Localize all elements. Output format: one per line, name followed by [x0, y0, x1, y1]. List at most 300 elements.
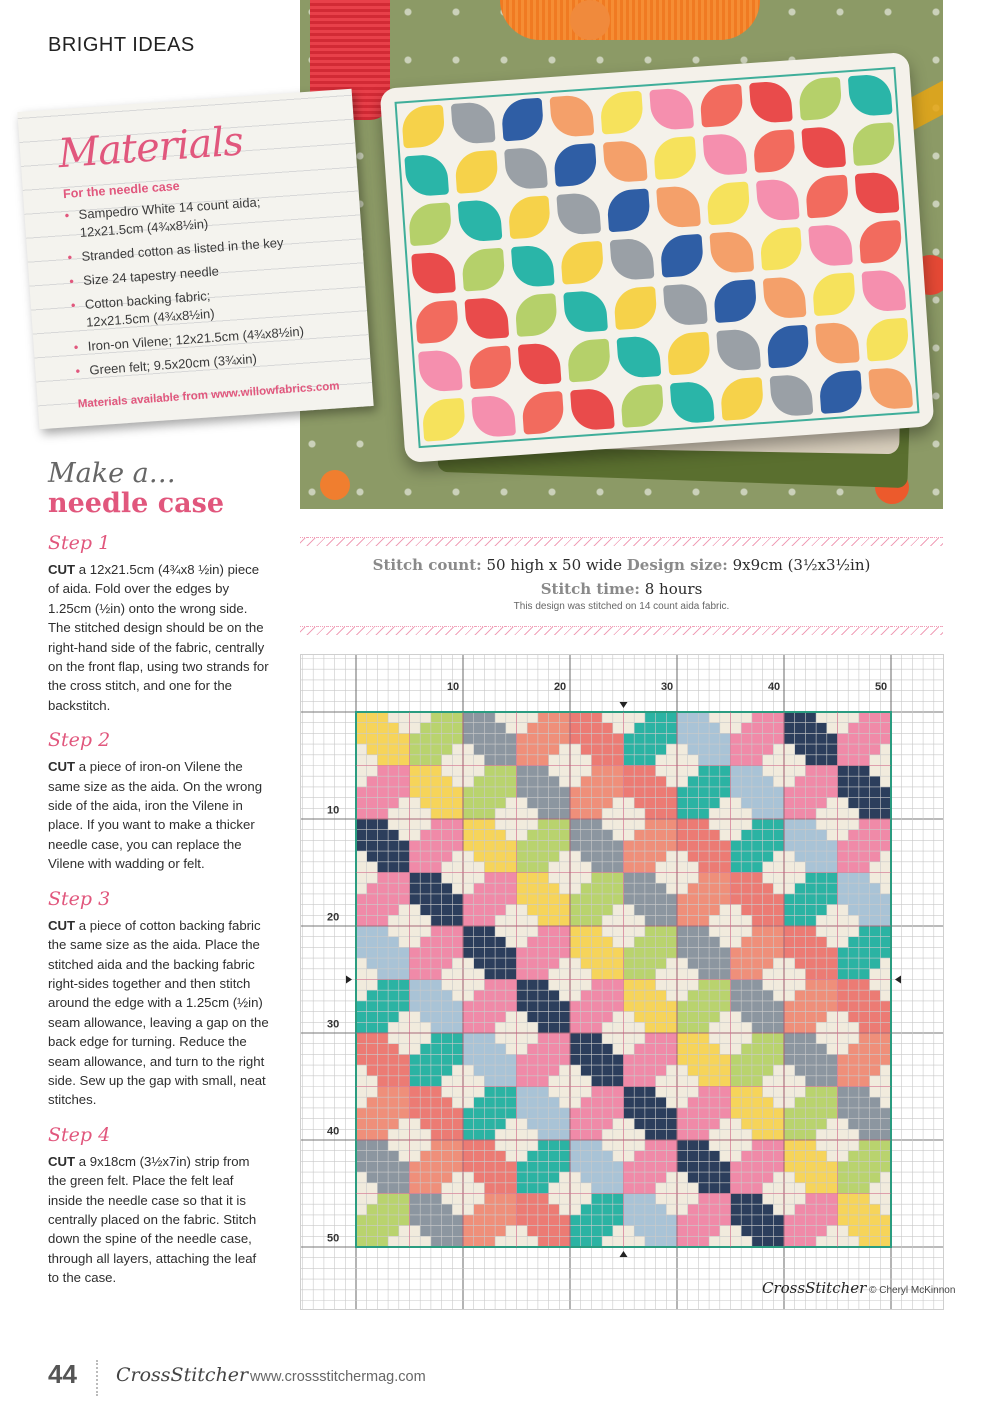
stitch-cell — [634, 969, 645, 980]
stitch-cell — [624, 851, 635, 862]
stitch-cell — [741, 1183, 752, 1194]
stitch-cell — [763, 1119, 774, 1130]
stitch-cell — [538, 755, 549, 766]
stitch-cell — [645, 798, 656, 809]
stitch-cell — [613, 830, 624, 841]
stitch-cell — [452, 990, 463, 1001]
stitch-cell — [688, 1054, 699, 1065]
stitch-cell — [463, 1065, 474, 1076]
stitch-cell — [816, 819, 827, 830]
step-body: a piece of cotton backing fabric the same size as the aida. Place the stitched aida and the backing fabric right-sides together and then stitch around the edge with a 1.25cm (½in) seam allowance, leaving a gap on the back edge for turning. Reduce the seam allowance, and turn to the right side. Sew up the gap with small, neat stitches. — [48, 917, 269, 1108]
stitch-cell — [356, 1087, 367, 1098]
stitch-cell — [538, 862, 549, 873]
stitch-cell — [591, 733, 602, 744]
stitch-cell — [720, 1129, 731, 1140]
stitch-cell — [763, 808, 774, 819]
stitch-cell — [805, 905, 816, 916]
stitch-cell — [367, 787, 378, 798]
stitched-leaf — [766, 325, 811, 369]
stitch-cell — [452, 1215, 463, 1226]
stitch-cell — [838, 937, 849, 948]
stitch-cell — [517, 1044, 528, 1055]
stitch-cell — [709, 958, 720, 969]
stitch-cell — [367, 926, 378, 937]
stitch-cell — [388, 723, 399, 734]
stitch-cell — [474, 1215, 485, 1226]
stitch-cell — [484, 990, 495, 1001]
stitch-cell — [549, 1151, 560, 1162]
stitch-cell — [880, 873, 891, 884]
stitch-cell — [752, 883, 763, 894]
stitch-cell — [698, 883, 709, 894]
stitch-cell — [645, 1172, 656, 1183]
stitch-cell — [816, 947, 827, 958]
stitch-cell — [624, 1161, 635, 1172]
stitch-cell — [645, 851, 656, 862]
stitch-cell — [484, 1204, 495, 1215]
stitch-cell — [549, 1161, 560, 1172]
stitch-cell — [795, 808, 806, 819]
stitch-cell — [581, 937, 592, 948]
stitch-cell — [356, 744, 367, 755]
stitch-cell — [431, 1140, 442, 1151]
stitch-cell — [431, 733, 442, 744]
stitch-cell — [484, 808, 495, 819]
stitch-cell — [602, 1226, 613, 1237]
stitch-cell — [816, 1215, 827, 1226]
stitch-cell — [634, 1204, 645, 1215]
stitch-cell — [656, 947, 667, 958]
stitch-cell — [388, 1097, 399, 1108]
stitch-cell — [634, 947, 645, 958]
stitch-cell — [463, 1215, 474, 1226]
stitch-cell — [581, 1140, 592, 1151]
stitch-cell — [838, 1054, 849, 1065]
stitch-cell — [559, 1183, 570, 1194]
stitch-cell — [442, 819, 453, 830]
stitch-cell — [538, 1076, 549, 1087]
stitch-cell — [527, 798, 538, 809]
stitch-cell — [517, 905, 528, 916]
stitch-cell — [838, 1204, 849, 1215]
stitch-cell — [410, 947, 421, 958]
stitch-cell — [613, 840, 624, 851]
stitch-cell — [795, 1183, 806, 1194]
stitch-cell — [452, 894, 463, 905]
stitch-cell — [784, 1151, 795, 1162]
stitch-cell — [538, 1012, 549, 1023]
stitch-cell — [570, 1119, 581, 1130]
stitch-cell — [410, 712, 421, 723]
stitch-cell — [431, 1012, 442, 1023]
stitch-cell — [816, 851, 827, 862]
stitch-cell — [613, 1097, 624, 1108]
stitch-cell — [827, 851, 838, 862]
chart-left-label: 50 — [327, 1232, 340, 1245]
stitch-cell — [420, 980, 431, 991]
stitch-cell — [752, 1108, 763, 1119]
stitched-leaf — [404, 153, 449, 197]
stitch-cell — [816, 744, 827, 755]
stitch-cell — [538, 1194, 549, 1205]
stitch-cell — [570, 798, 581, 809]
stitch-cell — [388, 1087, 399, 1098]
stitch-cell — [698, 947, 709, 958]
stitch-cell — [720, 1215, 731, 1226]
stitch-cell — [431, 830, 442, 841]
stitched-leaf — [603, 140, 648, 184]
stitch-cell — [816, 1033, 827, 1044]
stitch-cell — [442, 766, 453, 777]
stitch-cell — [570, 1097, 581, 1108]
stitch-cell — [442, 969, 453, 980]
stitch-cell — [827, 947, 838, 958]
stitch-cell — [410, 830, 421, 841]
stitch-cell — [399, 1204, 410, 1215]
stitch-cell — [613, 766, 624, 777]
stitch-cell — [709, 1022, 720, 1033]
stitch-cell — [859, 1161, 870, 1172]
stitch-cell — [388, 1236, 399, 1247]
stitch-cell — [688, 798, 699, 809]
stitch-cell — [570, 1183, 581, 1194]
stitch-cell — [752, 1044, 763, 1055]
stitch-cell — [784, 1172, 795, 1183]
stitch-cell — [709, 1001, 720, 1012]
stitch-cell — [570, 1194, 581, 1205]
stitch-cell — [848, 947, 859, 958]
stitch-cell — [859, 1194, 870, 1205]
stitch-cell — [688, 1161, 699, 1172]
stitch-cell — [666, 744, 677, 755]
stitch-cell — [581, 926, 592, 937]
stitch-cell — [805, 1022, 816, 1033]
stitch-cell — [805, 969, 816, 980]
stitch-cell — [624, 1087, 635, 1098]
stitch-cell — [484, 1183, 495, 1194]
stitch-cell — [795, 755, 806, 766]
stitch-cell — [570, 1054, 581, 1065]
stitch-cell — [410, 905, 421, 916]
stitch-time-label: Stitch time: — [540, 580, 640, 598]
stitched-leaf — [709, 230, 754, 274]
stitch-cell — [752, 926, 763, 937]
stitched-leaf — [617, 335, 662, 379]
stitch-cell — [420, 990, 431, 1001]
stitch-cell — [763, 1151, 774, 1162]
stitch-cell — [549, 1129, 560, 1140]
stitch-cell — [420, 1001, 431, 1012]
stitch-cell — [613, 776, 624, 787]
stitch-cell — [634, 733, 645, 744]
stitch-cell — [570, 937, 581, 948]
stitch-cell — [420, 723, 431, 734]
stitch-cell — [731, 1097, 742, 1108]
stitch-cell — [388, 862, 399, 873]
stitch-cell — [634, 1151, 645, 1162]
stitch-cell — [634, 851, 645, 862]
stitch-cell — [452, 958, 463, 969]
stitch-cell — [602, 937, 613, 948]
stitch-cell — [752, 1054, 763, 1065]
stitch-cell — [870, 1129, 881, 1140]
stitch-cell — [645, 873, 656, 884]
stitch-cell — [731, 873, 742, 884]
stitch-cell — [709, 1204, 720, 1215]
chart-svg — [301, 655, 943, 1309]
stitch-cell — [559, 819, 570, 830]
stitch-cell — [720, 712, 731, 723]
stitch-cell — [484, 1119, 495, 1130]
stitch-cell — [570, 830, 581, 841]
stitch-cell — [645, 1076, 656, 1087]
stitch-cell — [463, 755, 474, 766]
stitch-cell — [367, 905, 378, 916]
stitch-cell — [816, 1054, 827, 1065]
stitch-cell — [517, 776, 528, 787]
stitch-cell — [816, 1087, 827, 1098]
stitch-cell — [645, 1054, 656, 1065]
stitch-cell — [709, 830, 720, 841]
stitch-cell — [795, 894, 806, 905]
stitch-cell — [709, 755, 720, 766]
stitch-cell — [698, 1012, 709, 1023]
stitched-leaf — [454, 150, 499, 194]
stitch-cell — [720, 969, 731, 980]
stitch-cell — [795, 969, 806, 980]
stitch-cell — [880, 1119, 891, 1130]
stitch-cell — [656, 766, 667, 777]
stitch-cell — [377, 1215, 388, 1226]
stitch-cell — [795, 1076, 806, 1087]
stitch-cell — [805, 723, 816, 734]
stitch-cell — [656, 990, 667, 1001]
stitch-cell — [410, 1161, 421, 1172]
stitch-cell — [549, 766, 560, 777]
stitch-cell — [570, 1204, 581, 1215]
stitch-cell — [613, 1161, 624, 1172]
materials-item: • Cotton backing fabric; 12x21.5cm (4¾x8½in) — [70, 277, 352, 332]
stitch-cell — [602, 808, 613, 819]
stitch-cell — [763, 830, 774, 841]
stitch-cell — [838, 915, 849, 926]
stitch-cell — [559, 915, 570, 926]
stitch-cell — [838, 1183, 849, 1194]
stitch-cell — [741, 1044, 752, 1055]
stitch-cell — [377, 1087, 388, 1098]
stitch-cell — [356, 712, 367, 723]
stitch-cell — [698, 958, 709, 969]
stitch-cell — [581, 798, 592, 809]
stitch-cell — [709, 733, 720, 744]
stitch-cell — [367, 851, 378, 862]
stitch-cell — [634, 766, 645, 777]
stitch-cell — [838, 1012, 849, 1023]
stitch-cell — [848, 712, 859, 723]
stitch-cell — [859, 1215, 870, 1226]
stitch-cell — [377, 873, 388, 884]
stitch-cell — [666, 1033, 677, 1044]
stitch-cell — [463, 744, 474, 755]
stitch-cell — [463, 808, 474, 819]
stitch-cell — [549, 798, 560, 809]
stitch-cell — [795, 862, 806, 873]
stitched-leaf — [653, 136, 698, 180]
stitch-cell — [859, 1087, 870, 1098]
stitched-aida — [380, 52, 935, 463]
stitch-cell — [484, 1054, 495, 1065]
stitch-cell — [688, 755, 699, 766]
stitch-cell — [666, 1054, 677, 1065]
stitch-cell — [506, 862, 517, 873]
stitch-cell — [752, 1226, 763, 1237]
stitch-cell — [452, 937, 463, 948]
stitch-cell — [420, 873, 431, 884]
stitch-cell — [709, 851, 720, 862]
stitch-cell — [880, 980, 891, 991]
stitch-cell — [602, 1161, 613, 1172]
stitch-cell — [645, 947, 656, 958]
stitch-cell — [591, 1054, 602, 1065]
stitch-cell — [816, 1129, 827, 1140]
stitch-cell — [581, 1204, 592, 1215]
stitch-cell — [656, 1183, 667, 1194]
stitch-cell — [506, 1183, 517, 1194]
stitch-cell — [484, 1151, 495, 1162]
stitch-cell — [773, 1236, 784, 1247]
stitch-cell — [581, 1236, 592, 1247]
stitch-cell — [377, 937, 388, 948]
stitch-cell — [591, 840, 602, 851]
stitch-cell — [795, 1097, 806, 1108]
stitch-cell — [827, 1172, 838, 1183]
stitch-cell — [602, 1087, 613, 1098]
stitch-cell — [474, 1033, 485, 1044]
stitch-cell — [570, 808, 581, 819]
stitch-cell — [677, 958, 688, 969]
stitch-cell — [517, 958, 528, 969]
stitched-leaf — [656, 185, 701, 229]
stitch-cell — [848, 787, 859, 798]
stitch-cell — [763, 894, 774, 905]
stitch-cell — [484, 1087, 495, 1098]
stitch-cell — [484, 969, 495, 980]
stitch-cell — [356, 958, 367, 969]
stitch-cell — [517, 1022, 528, 1033]
stitch-cell — [816, 733, 827, 744]
stitch-cell — [399, 1097, 410, 1108]
stitch-cell — [517, 766, 528, 777]
stitch-cell — [752, 787, 763, 798]
stitch-cell — [452, 1044, 463, 1055]
stitch-cell — [495, 947, 506, 958]
stitch-cell — [870, 969, 881, 980]
step-title: Step 2 — [48, 729, 111, 752]
stitch-cell — [442, 873, 453, 884]
stitch-cell — [634, 915, 645, 926]
stitch-cell — [495, 840, 506, 851]
stitch-cell — [784, 1204, 795, 1215]
stitch-cell — [870, 733, 881, 744]
stitch-cell — [698, 1119, 709, 1130]
stitch-cell — [420, 969, 431, 980]
stitch-cell — [484, 926, 495, 937]
stitch-cell — [859, 1140, 870, 1151]
stitch-cell — [741, 798, 752, 809]
stitch-note: This design was stitched on 14 count aida fabric. — [513, 601, 730, 612]
stitch-cell — [495, 926, 506, 937]
stitch-cell — [805, 1076, 816, 1087]
stitch-cell — [538, 798, 549, 809]
stitch-cell — [838, 808, 849, 819]
stitch-cell — [773, 744, 784, 755]
stitch-cell — [688, 894, 699, 905]
stitch-cell — [698, 905, 709, 916]
center-arrow-top — [620, 702, 628, 708]
stitch-cell — [474, 1236, 485, 1247]
stitch-cell — [399, 969, 410, 980]
stitch-cell — [602, 787, 613, 798]
stitch-cell — [474, 744, 485, 755]
stitch-cell — [410, 1236, 421, 1247]
stitch-cell — [741, 1172, 752, 1183]
stitch-cell — [827, 1108, 838, 1119]
stitch-cell — [838, 1076, 849, 1087]
stitch-cell — [356, 787, 367, 798]
stitch-cell — [816, 1151, 827, 1162]
stitch-cell — [720, 947, 731, 958]
stitch-cell — [666, 883, 677, 894]
stitch-cell — [506, 787, 517, 798]
stitch-cell — [656, 798, 667, 809]
stitch-cell — [784, 990, 795, 1001]
stitch-cell — [805, 766, 816, 777]
credit-designer: © Cheryl McKinnon — [869, 1285, 956, 1296]
stitch-cell — [570, 787, 581, 798]
stitch-cell — [656, 776, 667, 787]
stitch-cell — [752, 1194, 763, 1205]
stitch-cell — [452, 980, 463, 991]
stitch-cell — [559, 1172, 570, 1183]
stitch-cell — [527, 1215, 538, 1226]
stitch-cell — [602, 1119, 613, 1130]
stitch-cell — [709, 776, 720, 787]
stitch-cell — [452, 851, 463, 862]
stitch-cell — [634, 1236, 645, 1247]
stitch-cell — [870, 883, 881, 894]
stitch-cell — [527, 926, 538, 937]
stitch-cell — [549, 1108, 560, 1119]
stitch-cell — [367, 766, 378, 777]
stitch-cell — [559, 1140, 570, 1151]
stitch-cell — [549, 1204, 560, 1215]
stitch-cell — [613, 819, 624, 830]
stitch-cell — [356, 851, 367, 862]
stitch-cell — [431, 744, 442, 755]
stitch-cell — [859, 1151, 870, 1162]
stitch-cell — [677, 1226, 688, 1237]
stitch-cell — [399, 1108, 410, 1119]
stitched-leaf — [649, 87, 694, 131]
stitch-cell — [773, 1204, 784, 1215]
stitch-cell — [410, 1076, 421, 1087]
stitch-cell — [495, 733, 506, 744]
stitch-cell — [388, 744, 399, 755]
stitch-cell — [838, 723, 849, 734]
stitch-cell — [720, 830, 731, 841]
stitch-cell — [848, 798, 859, 809]
stitch-cell — [495, 1087, 506, 1098]
